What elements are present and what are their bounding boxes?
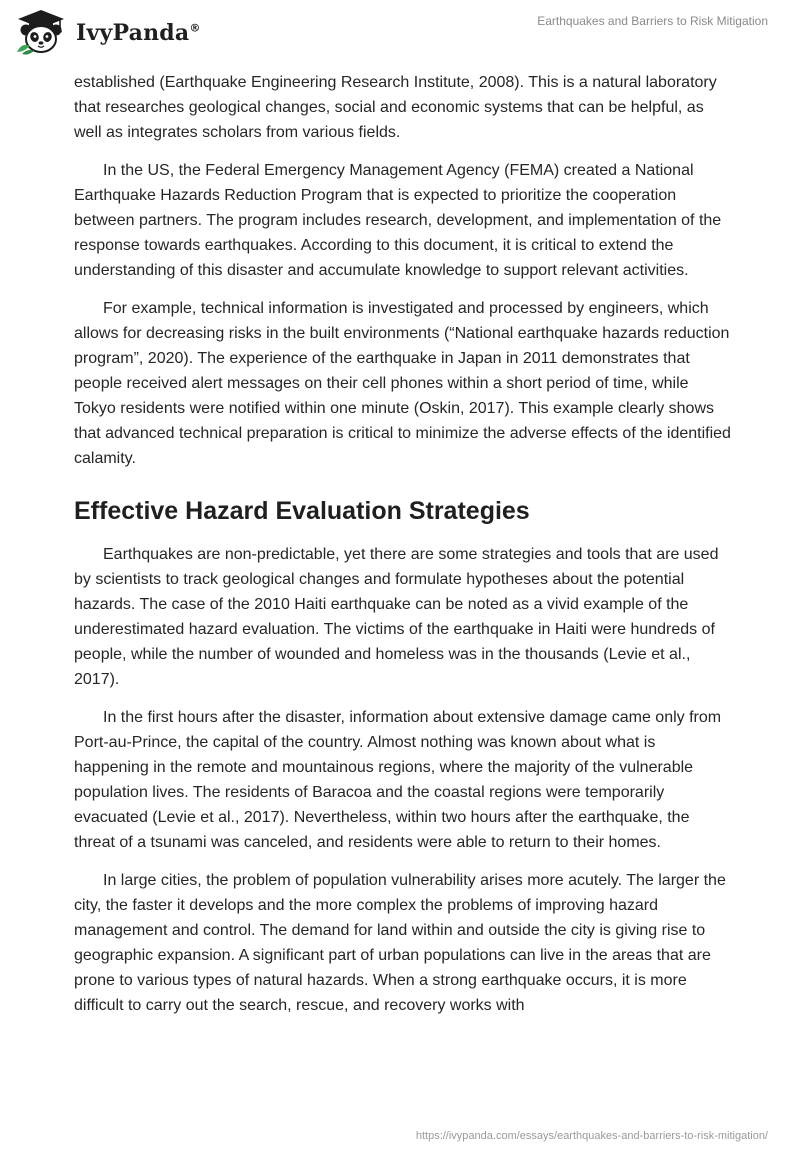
- paragraph: established (Earthquake Engineering Research Institute, 2008). This is a natural laboratory that researches geological changes, social and economic systems that can be helpful, as well as integrates scholars from various fields.: [74, 74, 717, 141]
- registered-mark: ®: [189, 21, 201, 35]
- source-url[interactable]: https://ivypanda.com/essays/earthquakes-and-barriers-to-risk-mitigation/: [415, 1130, 768, 1142]
- paragraph: In the first hours after the disaster, information about extensive damage came only from Port-au-Prince, the capital of the country. Almost nothing was known about what is happening in the remote and mountainous regions, where the majority of the vulnerable population lives. The residents of Baracoa and the coastal regions were temporarily evacuated (Levie et al., 2017). Nevertheless, within two hours after the earthquake, the threat of a tsunami was canceled, and residents were able to return to their homes.: [74, 709, 722, 851]
- ivypanda-logo[interactable]: [14, 8, 201, 56]
- panda-graduate-icon: [14, 8, 68, 56]
- paragraph: In the US, the Federal Emergency Management Agency (FEMA) created a National Earthquake Hazards Reduction Program that is expected to prioritize the cooperation between partners. The program includes research, development, and implementation of the response towards earthquakes. According to this document, it is critical to extend the understanding of this disaster and accumulate knowledge to support relevant activities.: [74, 162, 722, 279]
- document-title: Earthquakes and Barriers to Risk Mitigation: [537, 14, 768, 28]
- brand-name: IvyPanda®: [76, 20, 201, 46]
- page-header: [0, 0, 800, 70]
- paragraph: For example, technical information is investigated and processed by engineers, which allows for decreasing risks in the built environments (“National earthquake hazards reduction program”, 2020). The experience of the earthquake in Japan in 2011 demonstrates that people received alert messages on their cell phones within a short period of time, while Tokyo residents were notified within one minute (Oskin, 2017). This example clearly shows that advanced technical preparation is critical to minimize the adverse effects of the identified calamity.: [74, 300, 731, 467]
- paragraph: In large cities, the problem of population vulnerability arises more acutely. The larger the city, the faster it develops and the more complex the problems of improving hazard management and control. The demand for land within and outside the city is giving rise to geographic expansion. A significant part of urban populations can live in the areas that are prone to various types of natural hazards. When a strong earthquake occurs, it is more difficult to carry out the search, rescue, and recovery works with: [74, 872, 726, 1014]
- section-heading: Effective Hazard Evaluation Strategies: [74, 497, 530, 525]
- essay-body: [74, 70, 734, 1031]
- paragraph: Earthquakes are non-predictable, yet there are some strategies and tools that are used by scientists to track geological changes and formulate hypotheses about the potential hazards. The case of the 2010 Haiti earthquake can be noted as a vivid example of the underestimated hazard evaluation. The victims of the earthquake in Haiti were hundreds of people, while the number of wounded and homeless was in the thousands (Levie et al., 2017).: [74, 546, 719, 688]
